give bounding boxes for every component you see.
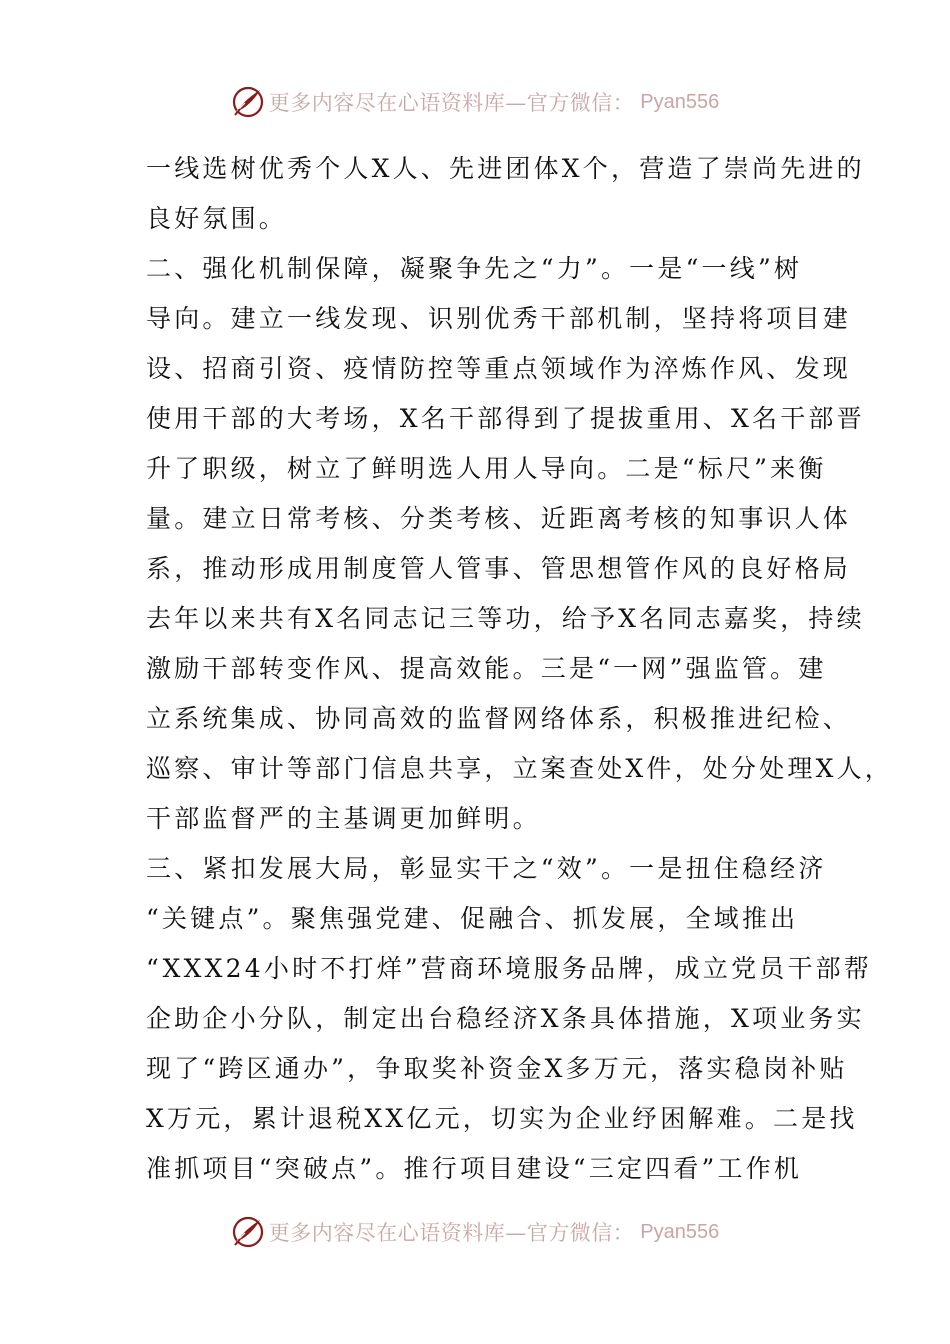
text-line: 一线选树优秀个人X人、先进团体X个，营造了崇尚先进的 (146, 154, 865, 183)
quill-pen-logo-icon (231, 1215, 265, 1249)
text-line: 二、强化机制保障，凝聚争先之“力”。一是“一线”树 (146, 254, 803, 283)
footer-banner (231, 1215, 719, 1249)
text-line: 升了职级，树立了鲜明选人用人导向。二是“标尺”来衡 (146, 454, 827, 483)
header-banner-text: 更多内容尽在心语资料库—官方微信： (268, 91, 635, 115)
text-line: 现了“跨区通办”，争取奖补资金X多万元，落实稳岗补贴 (146, 1054, 848, 1083)
text-line: 导向。建立一线发现、识别优秀干部机制，坚持将项目建 (146, 304, 852, 333)
text-line: 设、招商引资、疫情防控等重点领域作为淬炼作风、发现 (146, 354, 852, 383)
quill-pen-logo-icon (231, 85, 265, 119)
text-line: 三、紧扣发展大局，彰显实干之“效”。一是扭住稳经济 (146, 854, 827, 883)
text-line: “关键点”。聚焦强党建、促融合、抓发展，全域推出 (146, 904, 799, 933)
header-banner (231, 85, 719, 119)
text-line: 激励干部转变作风、提高效能。三是“一网”强监管。建 (146, 654, 827, 683)
text-line: 量。建立日常考核、分类考核、近距离考核的知事识人体 (146, 504, 852, 533)
document-body (146, 144, 893, 1194)
text-line: 系，推动形成用制度管人管事、管思想管作风的良好格局 (146, 554, 852, 583)
text-line: 立系统集成、协同高效的监督网络体系，积极推进纪检、 (146, 704, 852, 733)
footer-watermark-banner (0, 1210, 950, 1254)
text-line: 去年以来共有X名同志记三等功，给予X名同志嘉奖，持续 (146, 604, 865, 633)
header-wechat-id: Pyan556 (640, 90, 720, 113)
text-line: 企助企小分队，制定出台稳经济X条具体措施，X项业务实 (146, 1004, 865, 1033)
header-watermark-banner (0, 80, 950, 124)
text-line: “XXX24小时不打烊”营商环境服务品牌，成立党员干部帮 (146, 954, 873, 983)
text-line: 准抓项目“突破点”。推行项目建设“三定四看”工作机 (146, 1154, 803, 1183)
text-line: X万元，累计退税XX亿元，切实为企业纾困解难。二是找 (146, 1104, 858, 1133)
footer-wechat-id: Pyan556 (640, 1220, 720, 1243)
text-line: 良好氛围。 (146, 204, 288, 233)
text-line: 使用干部的大考场，X名干部得到了提拔重用、X名干部晋 (146, 404, 865, 433)
text-line: 干部监督严的主基调更加鲜明。 (146, 804, 541, 833)
footer-banner-text: 更多内容尽在心语资料库—官方微信： (268, 1221, 635, 1245)
text-line: 巡察、审计等部门信息共享，立案查处X件，处分处理X人， (146, 754, 893, 783)
